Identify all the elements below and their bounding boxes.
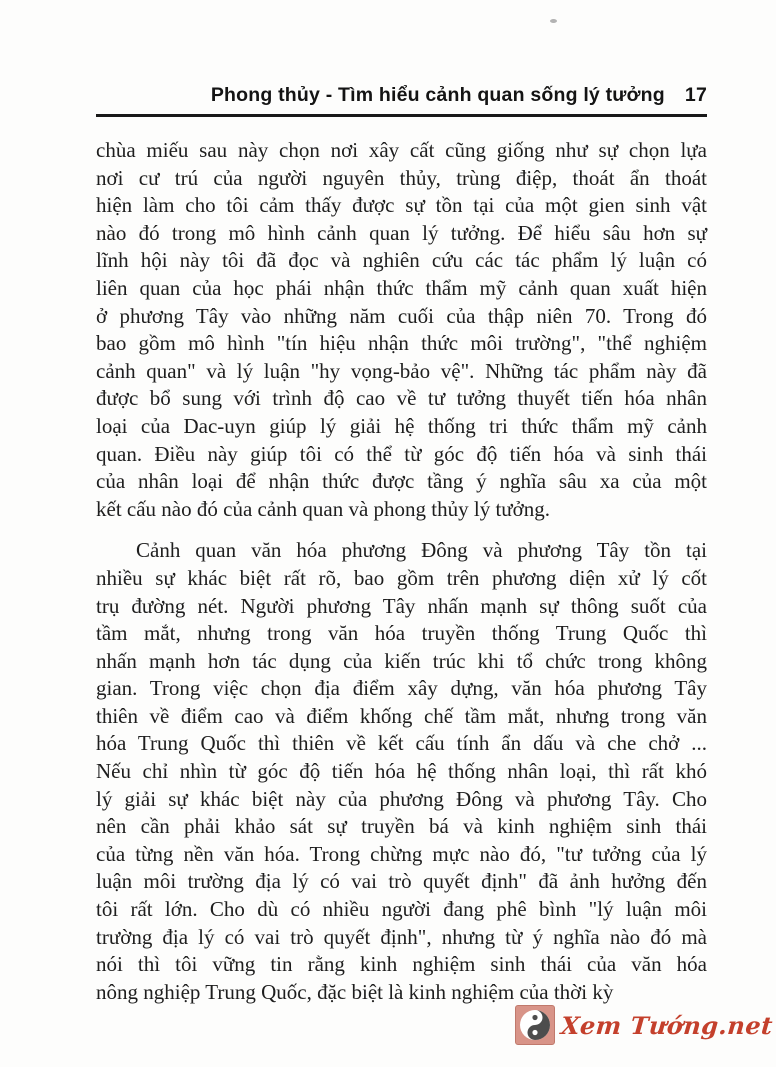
text-line: cảnh quan" và lý luận "hy vọng-bảo vệ". Những tác phẩm này đã (96, 358, 707, 383)
text-line: trường địa lý có vai trò quyết định", nhưng từ ý nghĩa nào đó mà (96, 924, 707, 949)
text-line: hóa Trung Quốc thì thiên về kết cấu tính ẩn dấu và che chở ... (96, 731, 707, 756)
page-body (96, 137, 707, 1006)
page-number: 17 (684, 84, 707, 106)
text-line: chùa miếu sau này chọn nơi xây cất cũng giống như sự chọn lựa (96, 138, 707, 162)
text-line: lĩnh hội này tôi đã đọc và nghiên cứu các tác phẩm lý luận có (96, 248, 707, 273)
text-line: quan. Điều này giúp tôi có thể từ góc độ tiến hóa và sinh thái (96, 441, 707, 466)
text-line: loại của Dac-uyn giúp lý giải hệ thống tri thức thẩm mỹ cảnh (96, 413, 707, 438)
text-line: nên cần phải khảo sát sự truyền bá và kinh nghiệm sinh thái (96, 814, 707, 839)
text-line: liên quan của học phái nhận thức thẩm mỹ cảnh quan xuất hiện (96, 275, 707, 300)
yin-yang-icon (515, 1005, 555, 1045)
text-line: Cảnh quan văn hóa phương Đông và phương Tây tồn tại (136, 538, 707, 563)
paragraph-2 (96, 537, 707, 1006)
scan-artifact-dot (550, 19, 557, 23)
text-line: thiên về điểm cao và điểm khống chế tầm mắt, nhưng trong văn (96, 703, 707, 728)
text-line: nào đó trong mô hình cảnh quan lý tưởng. Để hiểu sâu hơn sự (96, 220, 707, 245)
text-line: của từng nền văn hóa. Trong chừng mực nào đó, "tư tưởng của lý (96, 841, 707, 866)
text-line: luận môi trường địa lý có vai trò quyết định" đã ảnh hưởng đến (96, 869, 707, 894)
text-line: Nếu chỉ nhìn từ góc độ tiến hóa hệ thống nhân loại, thì rất khó (96, 759, 707, 784)
text-line: nhấn mạnh hơn tác dụng của kiến trúc khi tổ chức trong không (96, 648, 707, 673)
text-line: nói thì tôi vững tin rằng kinh nghiệm sinh thái của văn hóa (96, 952, 707, 977)
text-line: gian. Trong việc chọn địa điểm xây dựng, văn hóa phương Tây (96, 676, 707, 701)
text-line: hiện làm cho tôi cảm thấy được sự tồn tại của một gien sinh vật (96, 193, 707, 218)
paragraph-1 (96, 137, 707, 523)
text-line: trụ đường nét. Người phương Tây nhấn mạnh sự thông suốt của (96, 593, 707, 618)
text-line: nông nghiệp Trung Quốc, đặc biệt là kinh nghiệm của thời kỳ (96, 979, 614, 1004)
page-header (96, 84, 707, 117)
text-line: lý giải sự khác biệt này của phương Đông và phương Tây. Cho (96, 786, 707, 811)
running-title: Phong thủy - Tìm hiểu cảnh quan sống lý tưởng (210, 84, 665, 106)
text-line: kết cấu nào đó của cảnh quan và phong thủy lý tưởng. (96, 496, 551, 521)
text-line: tôi rất lớn. Cho dù có nhiều người đang phê bình "lý luận môi (96, 897, 707, 922)
text-line: bao gồm mô hình "tín hiệu nhận thức môi trường", "thể nghiệm (96, 331, 707, 356)
text-line: nhiều sự khác biệt rất rõ, bao gồm trên phương diện xử lý cốt (96, 565, 707, 590)
text-line: của nhân loại để nhận thức được tầng ý nghĩa sâu xa của một (96, 469, 707, 494)
text-line: tầm mắt, nhưng trong văn hóa truyền thống Trung Quốc thì (96, 621, 707, 646)
text-line: được bổ sung với trình độ cao về tư tưởng thuyết tiến hóa nhân (96, 386, 707, 411)
text-line: ở phương Tây vào những năm cuối của thập niên 70. Trong đó (96, 303, 707, 328)
text-line: nơi cư trú của người nguyên thủy, trùng điệp, thoát ẩn thoát (96, 165, 707, 190)
watermark-text: Xem Tướng.net (559, 1010, 775, 1040)
watermark (515, 1005, 773, 1045)
